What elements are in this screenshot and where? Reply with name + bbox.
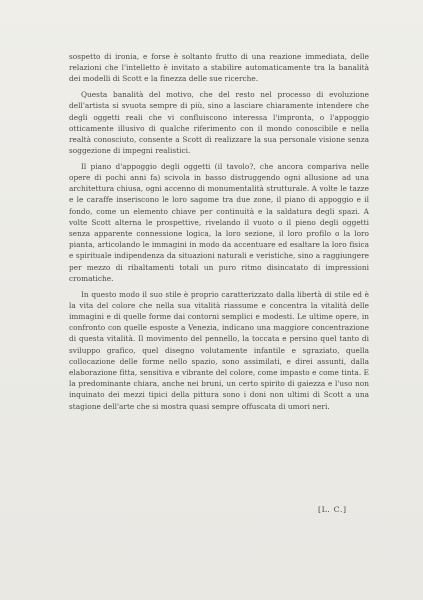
article-text bbox=[69, 51, 369, 412]
paragraph-3: Il piano d'appoggio degli oggetti (il tavolo?, che ancora compariva nelle opere di pochi anni fa) scivola in basso distruggendo ogni allusione ad una architettura chiusa, ogni accenno di monumentalità strutturale. A volte le tazze e le caraffe inseriscono le loro sagome tra due zone, il piano di appoggio e il fondo, come un elemento chiave per continuità e la saldatura degli spazi. A volte Scott alterna le prospettive, rivelando il vuoto o il pieno degli oggetti senza apparente connessione logica, la loro sezione, il loro profilo o la loro pianta, articolando le immagini in modo da accentuare ed esaltare la loro fisica e spirituale indipendenza da situazioni naturali e veristiche, sino a raggiungere per mezzo di ribaltamenti totali un puro ritmo disincatato di impressioni cromatiche. bbox=[69, 161, 369, 283]
paragraph-1: sospetto di ironia, e forse è soltanto frutto di una reazione immediata, delle relazioni che l'intelletto è invitato a stabilire automaticamente tra la banalità dei modelli di Scott e la finezza delle sue ricerche. bbox=[69, 52, 369, 84]
author-initials: [L. C.] bbox=[318, 505, 347, 514]
paragraph-4: In questo modo il suo stile è proprio caratterizzato dalla libertà di stile ed è la vita del colore che nella sua vitalità riassume e concentra la vitalità delle immagini e di quelle forme dai contorni semplici e modesti. Le ultime opere, in confronto con quelle esposte a Venezia, indicano una maggiore concentrazione di questa vitalità. Il movimento del pennello, la toccata e persino quel tanto di sviluppo grafico, quel disegno volutamente infantile e sgraziato, quella collocazione delle forme nello spazio, sono assimilati, e direi assunti, dalla elaborazione fitta, sensitiva e vibrante del colore, come impasto e come tinta. E la predominante chiara, anche nei bruni, un certo spirito di gaiezza e l'uso non inquinato dei mezzi tipici della pittura sono i doni non ultimi di Scott a una stagione dell'arte che si mostra quasi sempre offuscata di umori neri. bbox=[69, 289, 369, 411]
paragraph-2: Questa banalità del motivo, che del resto nel processo di evoluzione dell'artista si svuota sempre di più, sino a lasciare chiaramente intendere che degli oggetti reali che vi confluiscono interessa l'impronta, o l'appoggio otticamente illusivo di qualche riferimento con il mondo conoscibile e nella realtà conosciuto, consente a Scott di realizzare la sua personale visione senza soggezione di impegni realistici. bbox=[69, 90, 369, 156]
